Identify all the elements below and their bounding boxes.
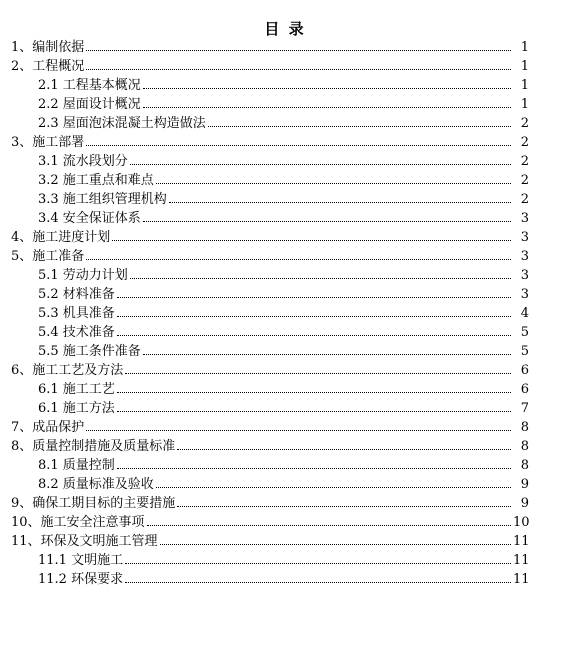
toc-entry-page: 3 — [520, 211, 529, 226]
toc-entry-text: 1、编制依据 — [11, 40, 85, 55]
toc-leader-dots — [130, 278, 511, 279]
toc-entry-text: 5.4 技术准备 — [38, 325, 115, 340]
toc-entry-page: 6 — [520, 382, 529, 397]
toc-entry[interactable] — [0, 475, 570, 494]
toc-entry-page: 2 — [520, 116, 529, 131]
toc-leader-dots — [117, 335, 511, 336]
toc-entry[interactable] — [0, 551, 570, 570]
toc-leader-dots — [112, 240, 511, 241]
toc-entry[interactable] — [0, 57, 570, 76]
toc-entry-page: 2 — [520, 173, 529, 188]
toc-entry-page: 3 — [520, 230, 529, 245]
toc-entry-text: 4、施工进度计划 — [11, 230, 111, 245]
toc-entry-page: 11 — [513, 572, 530, 587]
toc-entry-page: 8 — [520, 439, 529, 454]
toc-leader-dots — [86, 145, 511, 146]
toc-entry-page: 1 — [520, 78, 529, 93]
toc-entry[interactable] — [0, 76, 570, 95]
toc-entry-text: 9、确保工期目标的主要措施 — [11, 496, 176, 511]
toc-entry-page: 11 — [513, 553, 530, 568]
toc-leader-dots — [208, 126, 511, 127]
toc-entry-text: 11.2 环保要求 — [38, 572, 124, 587]
toc-entry-page: 11 — [513, 534, 530, 549]
toc-entry[interactable] — [0, 114, 570, 133]
toc-entry[interactable] — [0, 304, 570, 323]
toc-entry[interactable] — [0, 285, 570, 304]
toc-leader-dots — [86, 50, 511, 51]
toc-entry-page: 3 — [520, 268, 529, 283]
toc-leader-dots — [160, 544, 511, 545]
toc-entry-text: 3.1 流水段划分 — [38, 154, 128, 169]
toc-entry-text: 3.2 施工重点和难点 — [38, 173, 154, 188]
toc-entry-page: 9 — [520, 496, 529, 511]
toc-entry[interactable] — [0, 247, 570, 266]
toc-entry[interactable] — [0, 266, 570, 285]
toc-leader-dots — [117, 468, 511, 469]
toc-entry[interactable] — [0, 361, 570, 380]
toc-leader-dots — [125, 373, 511, 374]
toc-entry[interactable] — [0, 152, 570, 171]
toc-entry[interactable] — [0, 209, 570, 228]
toc-entry-page: 7 — [520, 401, 529, 416]
toc-entry[interactable] — [0, 38, 570, 57]
toc-entry-text: 7、成品保护 — [11, 420, 85, 435]
toc-leader-dots — [143, 354, 511, 355]
toc-entry-text: 11.1 文明施工 — [38, 553, 124, 568]
toc-leader-dots — [130, 164, 511, 165]
toc-entry-page: 5 — [520, 344, 529, 359]
toc-entry-page: 5 — [520, 325, 529, 340]
toc-leader-dots — [86, 69, 511, 70]
toc-leader-dots — [169, 202, 511, 203]
toc-leader-dots — [156, 487, 511, 488]
toc-entry[interactable] — [0, 171, 570, 190]
toc-leader-dots — [147, 525, 511, 526]
toc-entry[interactable] — [0, 380, 570, 399]
toc-entry[interactable] — [0, 456, 570, 475]
toc-entry-text: 5.1 劳动力计划 — [38, 268, 128, 283]
toc-entry-text: 5、施工准备 — [11, 249, 85, 264]
toc-entry-text: 3、施工部署 — [11, 135, 85, 150]
table-of-contents — [0, 38, 570, 589]
toc-leader-dots — [117, 392, 511, 393]
toc-entry-page: 3 — [520, 287, 529, 302]
toc-entry[interactable] — [0, 323, 570, 342]
toc-entry[interactable] — [0, 95, 570, 114]
toc-entry-text: 8.1 质量控制 — [38, 458, 115, 473]
toc-leader-dots — [86, 259, 511, 260]
toc-entry[interactable] — [0, 228, 570, 247]
toc-entry-text: 11、环保及文明施工管理 — [11, 534, 158, 549]
toc-leader-dots — [86, 430, 511, 431]
toc-entry[interactable] — [0, 494, 570, 513]
toc-entry-text: 2.3 屋面泡沫混凝土构造做法 — [38, 116, 206, 131]
toc-leader-dots — [156, 183, 511, 184]
toc-entry-text: 6.1 施工工艺 — [38, 382, 115, 397]
toc-entry-page: 9 — [520, 477, 529, 492]
toc-leader-dots — [143, 88, 511, 89]
toc-leader-dots — [117, 316, 511, 317]
toc-entry[interactable] — [0, 342, 570, 361]
toc-entry-text: 3.3 施工组织管理机构 — [38, 192, 167, 207]
toc-entry[interactable] — [0, 190, 570, 209]
toc-entry-page: 1 — [520, 97, 529, 112]
toc-entry-text: 2.1 工程基本概况 — [38, 78, 141, 93]
document-title: 目 录 — [264, 20, 306, 38]
toc-leader-dots — [143, 107, 511, 108]
toc-entry-page: 1 — [520, 40, 529, 55]
toc-entry[interactable] — [0, 570, 570, 589]
toc-entry-page: 8 — [520, 420, 529, 435]
toc-entry-page: 6 — [520, 363, 529, 378]
toc-leader-dots — [177, 449, 511, 450]
toc-entry[interactable] — [0, 399, 570, 418]
toc-entry-text: 10、施工安全注意事项 — [11, 515, 145, 530]
toc-entry-page: 3 — [520, 249, 529, 264]
toc-entry[interactable] — [0, 133, 570, 152]
toc-entry-text: 2.2 屋面设计概况 — [38, 97, 141, 112]
toc-entry-text: 8.2 质量标准及验收 — [38, 477, 154, 492]
toc-entry-page: 2 — [520, 192, 529, 207]
toc-entry-page: 2 — [520, 135, 529, 150]
toc-entry-page: 4 — [520, 306, 529, 321]
toc-entry-text: 6、施工工艺及方法 — [11, 363, 124, 378]
toc-leader-dots — [125, 582, 511, 583]
toc-entry-text: 6.1 施工方法 — [38, 401, 115, 416]
toc-entry-text: 2、工程概况 — [11, 59, 85, 74]
toc-entry[interactable] — [0, 418, 570, 437]
toc-entry[interactable] — [0, 437, 570, 456]
toc-leader-dots — [117, 297, 511, 298]
toc-leader-dots — [143, 221, 511, 222]
toc-entry-text: 5.2 材料准备 — [38, 287, 115, 302]
toc-entry-page: 2 — [520, 154, 529, 169]
toc-leader-dots — [117, 411, 511, 412]
toc-leader-dots — [125, 563, 511, 564]
toc-leader-dots — [177, 506, 511, 507]
toc-entry[interactable] — [0, 513, 570, 532]
toc-entry-page: 8 — [520, 458, 529, 473]
toc-entry-text: 8、质量控制措施及质量标准 — [11, 439, 176, 454]
toc-entry-page: 10 — [513, 515, 530, 530]
toc-entry-text: 5.5 施工条件准备 — [38, 344, 141, 359]
toc-entry-text: 5.3 机具准备 — [38, 306, 115, 321]
toc-entry[interactable] — [0, 532, 570, 551]
toc-entry-page: 1 — [520, 59, 529, 74]
toc-entry-text: 3.4 安全保证体系 — [38, 211, 141, 226]
